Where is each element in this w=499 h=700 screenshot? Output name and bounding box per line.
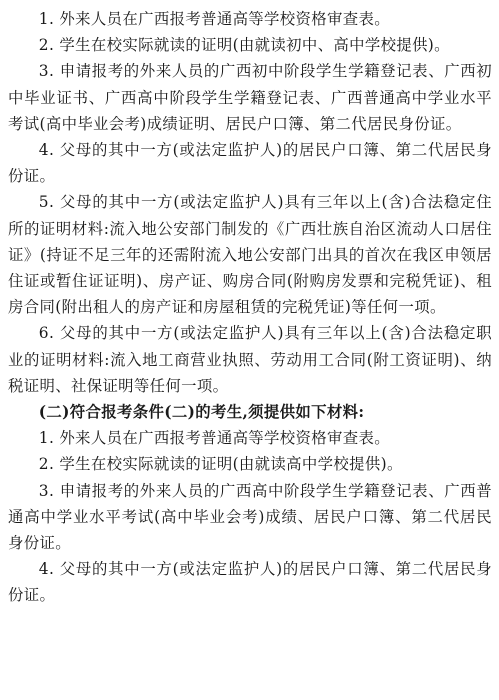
list-item-1: 1. 外来人员在广西报考普通高等学校资格审查表。 xyxy=(38,10,390,28)
list-item-4: 4. 父母的其中一方(或法定监护人)的居民户口簿、第二代居民身份证。 xyxy=(8,560,492,605)
list-item-3: 3. 申请报考的外来人员的广西高中阶段学生学籍登记表、广西普通高中学业水平考试(高中毕业会考)成绩、居民户口簿、第二代居民身份证。 xyxy=(8,481,492,553)
list-item-5: 5. 父母的其中一方(或法定监护人)具有三年以上(含)合法稳定住所的证明材料:流入地公安部门制发的《广西壮族自治区流动人口居住证》(持证不足三年的还需附流入地公安部门出具的首次在我区申领居住证或暂住证证明)、房产证、购房合同(附购房发票和完税凭证)、租房合同(附出租人的房产证和房屋租赁的完税凭证)等任何一项。 xyxy=(8,193,492,317)
list-item-1: 1. 外来人员在广西报考普通高等学校资格审查表。 xyxy=(38,429,390,448)
list-item-4: 4. 父母的其中一方(或法定监护人)的居民户口簿、第二代居民身份证。 xyxy=(8,141,492,186)
document-body xyxy=(8,6,492,609)
section-heading: (二)符合报考条件(二)的考生,须提供如下材料: xyxy=(38,403,365,422)
list-item-2: 2. 学生在校实际就读的证明(由就读初中、高中学校提供)。 xyxy=(38,36,450,55)
list-item-6: 6. 父母的其中一方(或法定监护人)具有三年以上(含)合法稳定职业的证明材料:流入地工商营业执照、劳动用工合同(附工资证明)、纳税证明、社保证明等任何一项。 xyxy=(8,324,492,395)
list-item-3: 3. 申请报考的外来人员的广西初中阶段学生学籍登记表、广西初中毕业证书、广西高中阶段学生学籍登记表、广西普通高中学业水平考试(高中毕业会考)成绩证明、居民户口簿、第二代居民身份证。 xyxy=(8,62,492,133)
list-item-2: 2. 学生在校实际就读的证明(由就读高中学校提供)。 xyxy=(38,455,403,474)
